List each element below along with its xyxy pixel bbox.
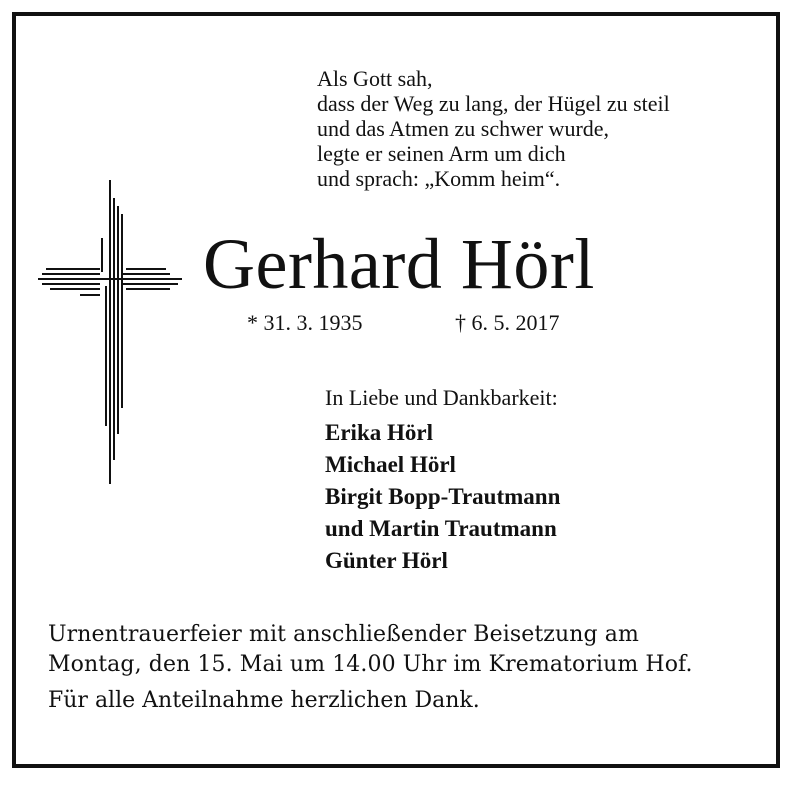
mourner-name: Erika Hörl: [325, 420, 433, 445]
birth-date: * 31. 3. 1935: [247, 310, 363, 335]
thanks-line: Für alle Anteilnahme herzlichen Dank.: [48, 688, 480, 713]
ceremony-line: Urnentrauerfeier mit anschließender Beisetzung am: [48, 622, 639, 647]
mourner-name: Birgit Bopp-Trautmann: [325, 484, 561, 509]
mourners-block: [325, 385, 560, 577]
mourners-intro: In Liebe und Dankbarkeit:: [325, 385, 558, 410]
mourners-list: [325, 417, 560, 577]
cross-icon: [36, 178, 184, 486]
mourner-name: Michael Hörl: [325, 452, 456, 477]
poem-line: dass der Weg zu lang, der Hügel zu steil: [317, 91, 670, 116]
mourner-name: und Martin Trautmann: [325, 516, 557, 541]
death-date: † 6. 5. 2017: [455, 310, 560, 335]
ceremony-line: Montag, den 15. Mai um 14.00 Uhr im Krematorium Hof.: [48, 652, 693, 677]
deceased-name: Gerhard Hörl: [203, 224, 595, 304]
poem-line: Als Gott sah,: [317, 66, 433, 91]
poem-line: und das Atmen zu schwer wurde,: [317, 116, 610, 141]
poem: [317, 66, 670, 191]
poem-line: und sprach: „Komm heim“.: [317, 166, 561, 191]
ceremony-text: [48, 620, 693, 680]
poem-line: legte er seinen Arm um dich: [317, 141, 566, 166]
ceremony-notice: [48, 620, 693, 716]
mourner-name: Günter Hörl: [325, 548, 448, 573]
